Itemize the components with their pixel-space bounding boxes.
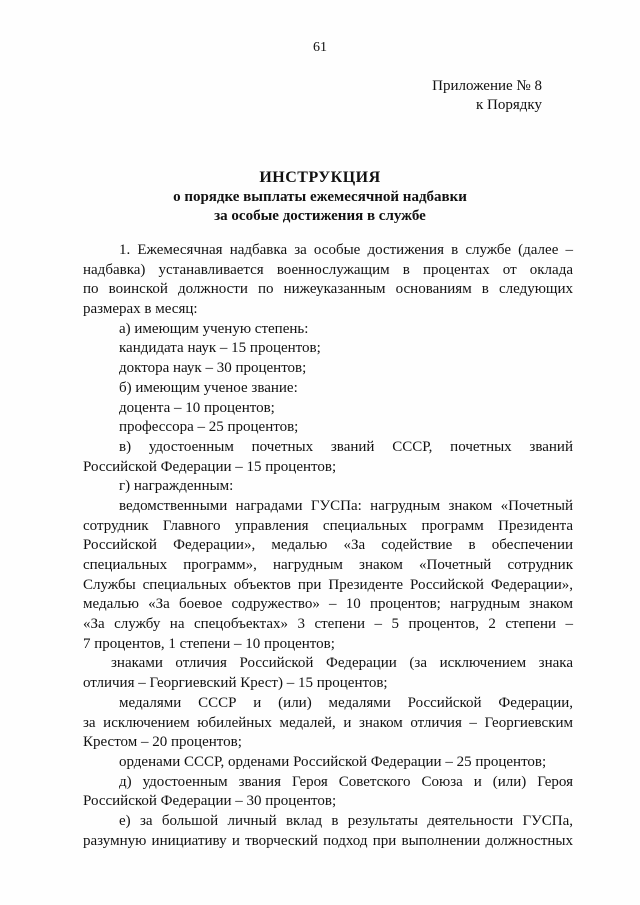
body-line: надбавка) устанавливается военнослужащим в процентах от оклада bbox=[83, 261, 573, 278]
body-line: знаками отличия Российской Федерации (за исключением знака bbox=[111, 655, 573, 672]
body-line: отличия – Георгиевский Крест) – 15 процентов; bbox=[83, 675, 388, 692]
body-line: ведомственными наградами ГУСПа: нагрудным знаком «Почетный bbox=[119, 497, 573, 514]
body-line: за исключением юбилейных медалей, и знаком отличия – Георгиевским bbox=[83, 714, 573, 731]
body-line: 7 процентов, 1 степени – 10 процентов; bbox=[83, 635, 335, 652]
title-main: ИНСТРУКЦИЯ bbox=[259, 169, 381, 186]
body-line: доцента – 10 процентов; bbox=[119, 399, 275, 416]
body-line: «За службу на спецобъектах» 3 степени – 5 процентов, 2 степени – bbox=[83, 616, 573, 633]
body-line: г) награжденным: bbox=[119, 478, 234, 495]
body-line: разумную инициативу и творческий подход при выполнении должностных bbox=[83, 832, 573, 849]
body-line: 1. Ежемесячная надбавка за особые достижения в службе (далее – bbox=[119, 242, 573, 258]
body-line: доктора наук – 30 процентов; bbox=[119, 360, 307, 377]
body-line: б) имеющим ученое звание: bbox=[119, 379, 298, 396]
body-line: орденами СССР, орденами Российской Федерации – 25 процентов; bbox=[119, 753, 547, 770]
appendix-number: Приложение № 8 bbox=[432, 78, 542, 94]
title-subtitle-line-2: за особые достижения в службе bbox=[214, 208, 426, 224]
body-line: кандидата наук – 15 процентов; bbox=[119, 340, 321, 357]
body-line: профессора – 25 процентов; bbox=[119, 419, 299, 436]
appendix-reference bbox=[432, 77, 542, 115]
body-line: Российской Федерации», медалью «За содействие в обеспечении bbox=[83, 537, 573, 554]
title-subtitle-line-1: о порядке выплаты ежемесячной надбавки bbox=[173, 189, 467, 205]
body-line: Службы специальных объектов при Президенте Российской Федерации», bbox=[83, 576, 573, 593]
body-line: по воинской должности по нижеуказанным основаниям в следующих bbox=[83, 281, 573, 298]
appendix-order: к Порядку bbox=[476, 97, 542, 113]
body-line: специальных программ», нагрудным знаком «Почетный сотрудник bbox=[83, 557, 573, 573]
body-line: а) имеющим ученую степень: bbox=[119, 320, 309, 337]
body-line: д) удостоенным звания Героя Советского Союза и (или) Героя bbox=[119, 773, 573, 790]
page-number: 61 bbox=[313, 40, 327, 55]
body-line: Крестом – 20 процентов; bbox=[83, 734, 242, 751]
body-line: е) за большой личный вклад в результаты деятельности ГУСПа, bbox=[119, 812, 573, 829]
body-line: Российской Федерации – 15 процентов; bbox=[83, 458, 337, 475]
body-line: медалями СССР и (или) медалями Российской Федерации, bbox=[119, 694, 573, 711]
body-line: Российской Федерации – 30 процентов; bbox=[83, 793, 337, 810]
instruction-body bbox=[83, 241, 573, 851]
document-title bbox=[0, 168, 640, 226]
body-line: медалью «За боевое содружество» – 10 процентов; нагрудным знаком bbox=[83, 596, 573, 613]
body-line: размерах в месяц: bbox=[83, 301, 198, 318]
body-line: в) удостоенным почетных званий СССР, почетных званий bbox=[119, 438, 573, 455]
body-line: сотрудник Главного управления специальных программ Президента bbox=[83, 517, 573, 534]
